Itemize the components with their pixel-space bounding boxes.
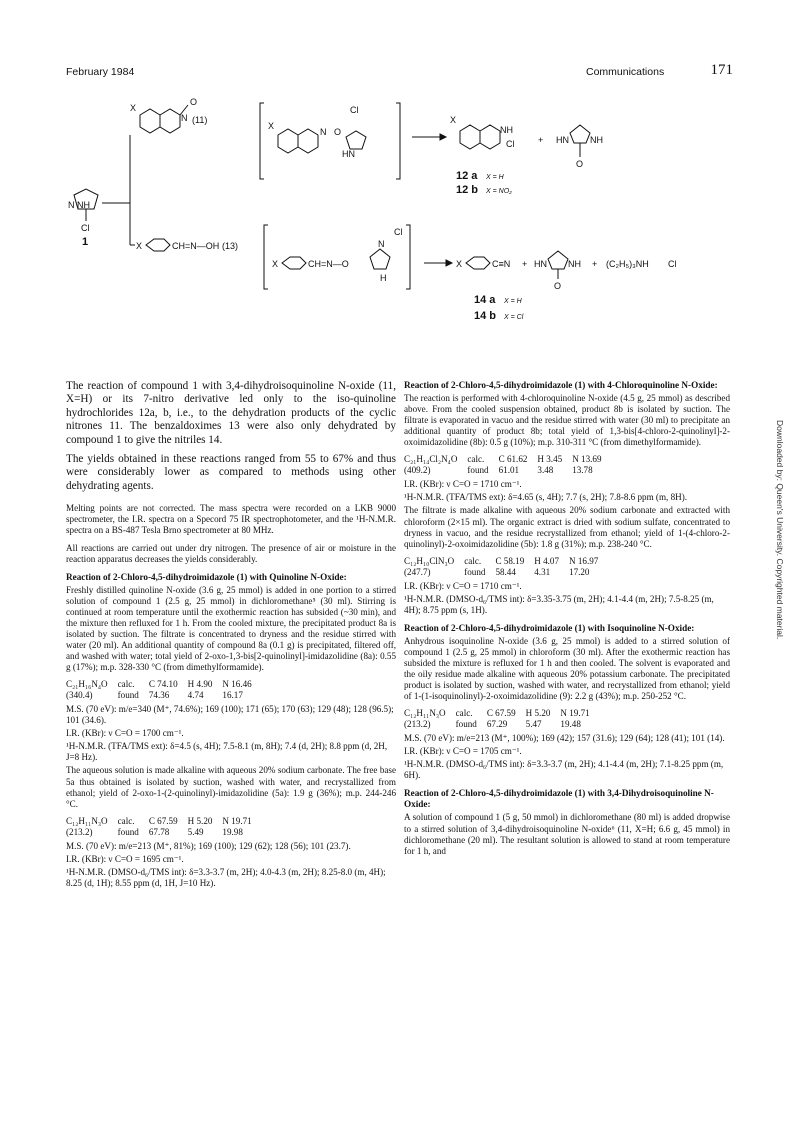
analysis-cell: H 3.45 xyxy=(537,454,563,465)
analysis-cell: found xyxy=(455,719,477,730)
svg-text:N: N xyxy=(378,239,385,249)
svg-text:X: X xyxy=(130,103,137,113)
analysis-cell: 13.78 xyxy=(572,465,593,476)
nmr-9: ¹H-N.M.R. (DMSO-d₆/TMS int): δ=3.3-3.7 (m, 2H); 4.1-4.4 (m, 2H); 7.1-8.25 ppm (m, 6H). xyxy=(404,759,724,781)
analysis-cell: N 19.71 xyxy=(560,708,590,719)
svg-text:X: X xyxy=(450,115,457,125)
svg-text:Cl: Cl xyxy=(506,139,515,149)
analysis-cell: H 4.90 xyxy=(187,679,213,690)
compound-14b-label: 14 b xyxy=(474,310,497,322)
svg-text:NH: NH xyxy=(590,135,603,145)
analysis-cell: 16.17 xyxy=(222,690,243,701)
ir-8b: I.R. (KBr): ν C=O = 1710 cm⁻¹. xyxy=(404,479,522,490)
analysis-cell: (247.7) xyxy=(404,566,431,577)
analysis-cell: 67.29 xyxy=(486,719,508,730)
compound-12b-label: 12 b xyxy=(456,184,479,196)
compound-14-structure xyxy=(456,251,677,322)
analysis-row xyxy=(404,454,612,465)
svg-text:+: + xyxy=(538,135,544,145)
analysis-cell: 19.98 xyxy=(222,826,243,837)
analysis-cell: H 5.20 xyxy=(187,815,213,826)
svg-text:O: O xyxy=(190,97,198,107)
nmr-5b: ¹H-N.M.R. (DMSO-d₆/TMS int): δ=3.35-3.75 (m, 2H); 4.1-4.4 (m, 2H); 7.5-8.25 (m, 4H); 8.75 ppm (s, 1H). xyxy=(404,593,714,615)
analysis-cell: found xyxy=(467,465,489,476)
analysis-cell: 5.49 xyxy=(187,826,204,837)
svg-text:X: X xyxy=(272,259,279,269)
svg-text:N: N xyxy=(320,127,327,137)
nmr-8b: ¹H-N.M.R. (TFA/TMS ext): δ=4.65 (s, 4H); 7.7 (s, 2H); 7.8-8.6 ppm (m, 8H). xyxy=(404,492,687,503)
analysis-cell: N 16.97 xyxy=(569,555,599,566)
svg-text:X = H: X = H xyxy=(486,174,504,181)
analysis-cell: 5.47 xyxy=(525,719,542,730)
analysis-cell: 74.36 xyxy=(148,690,170,701)
ms-8a: M.S. (70 eV): m/e=340 (M⁺, 74.6%); 169 (100); 171 (65); 170 (63); 129 (48); 128 (96.5); 101 (34.6). xyxy=(66,704,394,726)
analysis-cell: (409.2) xyxy=(404,465,431,476)
nitrogen-note: All reactions are carried out under dry nitrogen. The presence of air or moisture in the reaction apparatus decreases the yields considerably. xyxy=(66,542,396,564)
analysis-cell: C₁₂H₁₁N₃O xyxy=(404,708,446,719)
analysis-cell: calc. xyxy=(455,708,473,719)
svg-text:Cl: Cl xyxy=(668,259,677,269)
svg-text:+: + xyxy=(522,259,528,269)
compound-1-nh: N NH xyxy=(68,200,90,210)
section-heading-chloroquinoline: Reaction of 2-Chloro-4,5-dihydroimidazole (1) with 4-Chloroquinoline N-Oxide: xyxy=(404,380,718,390)
svg-text:O: O xyxy=(554,281,562,291)
analysis-cell: (340.4) xyxy=(66,690,93,701)
analysis-cell: calc. xyxy=(117,815,135,826)
svg-text:NH: NH xyxy=(568,259,581,269)
procedure-chloroquinoline: The reaction is performed with 4-chloroquinoline N-oxide (4.5 g, 25 mmol) as described above. From the cooled suspension obtained, product 8b is isolated by suction. The filtrate is evaporated in vacuo and the residue stirred with water (30 ml) to precipitate an additional quantity of product 8b; total yield of 1,3-bis[4-chloro-2-quinolinyl]-2-oxoimidazolidine (8b): 0.5 g (10%); m.p. 310-311 °C (from dimethylformamide). xyxy=(404,393,730,448)
compound-1-label: 1 xyxy=(82,236,89,248)
section-heading-quinoline: Reaction of 2-Chloro-4,5-dihydroimidazole (1) with Quinoline N-Oxide: xyxy=(66,571,347,582)
compound-1-cl: Cl xyxy=(81,223,90,233)
svg-text:X = NO₂: X = NO₂ xyxy=(486,188,512,195)
procedure-quinoline: Freshly distilled quinoline N-oxide (3.6 g, 25 mmol) is added in one portion to a stirred solution of compound 1 (2.5 g, 25 mmol) in dichloromethane⁵ (30 ml). Stirring is continued at room temperature until the exothermic reaction has subsided (~30 min), and the mixture then refluxed for 1 h. From the cooled mixture, the precipitated product 8a is isolated by suction. The filtrate is concentrated to dryness and the residue stirred with water (20 ml). An additional quantity of compound 8a (0.1 g) is precipitated, filtered off, and washed with water; total yield of 2-oxo-1,3-bis[2-quinolinyl]-imidazolidine (8a): 0.55 g (17%); m.p. 328-330 °C (from dimethylformamide). xyxy=(66,584,396,673)
analysis-row xyxy=(66,816,262,827)
analysis-cell: N 19.71 xyxy=(222,815,252,826)
compound-13-structure xyxy=(136,239,238,251)
analysis-cell: C 67.59 xyxy=(148,815,178,826)
analysis-cell: found xyxy=(464,566,486,577)
analysis-row xyxy=(404,708,600,719)
svg-text:Cl: Cl xyxy=(350,105,359,115)
ms-9: M.S. (70 eV): m/e=213 (M⁺, 100%); 169 (42); 157 (31.6); 129 (64); 128 (41); 101 (14). xyxy=(404,733,725,744)
right-column xyxy=(404,380,730,863)
analysis-cell: calc. xyxy=(467,454,485,465)
running-head-date: February 1984 xyxy=(66,66,135,78)
ir-9: I.R. (KBr): ν C=O = 1705 cm⁻¹. xyxy=(404,746,522,757)
analysis-cell: C 61.62 xyxy=(498,454,528,465)
procedure-dihydroisoquinoline: A solution of compound 1 (5 g, 50 mmol) in dichloromethane (80 ml) is added dropwise to a stirred solution of 3,4-dihydroisoquinoline N-oxide⁶ (11, X=H; 6.6 g, 45 mmol) in dichloromethane (20 ml). The resultant solution is allowed to stand at room temperature for 1 h, and xyxy=(404,812,730,856)
analysis-cell: N 16.46 xyxy=(222,679,252,690)
nmr-5a: ¹H-N.M.R. (DMSO-d₆/TMS int): δ=3.3-3.7 (m, 2H); 4.0-4.3 (m, 2H); 8.25-8.0 (m, 4H); 8.25 (d, 1H); 8.55 ppm (d, 1H, J=10 Hz). xyxy=(66,866,386,888)
compound-14a-label: 14 a xyxy=(474,294,496,306)
analysis-cell: H 5.20 xyxy=(525,708,551,719)
compound-12a-label: 12 a xyxy=(456,170,478,182)
compound-11-structure xyxy=(130,97,207,133)
svg-text:CH=N—OH: CH=N—OH xyxy=(172,241,220,251)
svg-text:(C₂H₅)₃NH: (C₂H₅)₃NH xyxy=(606,259,649,269)
analysis-cell: calc. xyxy=(117,679,135,690)
analysis-row xyxy=(66,827,262,838)
ir-5b: I.R. (KBr): ν C=O = 1710 cm⁻¹. xyxy=(404,580,522,591)
analysis-table-8a xyxy=(66,679,262,701)
procedure-5b: The filtrate is made alkaline with aqueous 20% sodium carbonate and extracted with chloroform (2×15 ml). The organic extract is dried with sodium sulfate, concentrated to dryness in vacuo, and the residue recrystallized from ethanol; yield of 1-(4-chloro-2-quinolinyl)-2-oxoimidazolidine (5b): 1.8 g (31%); m.p. 238-240 °C. xyxy=(404,505,730,549)
nmr-8a: ¹H-N.M.R. (TFA/TMS ext): δ=4.5 (s, 4H); 7.5-8.1 (m, 8H); 7.4 (d, 2H); 8.8 ppm (d, 2H, J=8 Hz). xyxy=(66,741,388,763)
compound-1-structure xyxy=(68,189,98,248)
analysis-cell: C 58.19 xyxy=(495,555,525,566)
svg-text:HN: HN xyxy=(534,259,547,269)
analysis-cell: calc. xyxy=(464,555,482,566)
analysis-row xyxy=(404,567,608,578)
svg-text:C≡N: C≡N xyxy=(492,259,511,269)
analysis-cell: C 74.10 xyxy=(148,679,178,690)
svg-text:NH: NH xyxy=(500,125,513,135)
analysis-cell: 61.01 xyxy=(498,465,520,476)
svg-text:O: O xyxy=(576,159,584,169)
analysis-cell: 3.48 xyxy=(537,465,554,476)
analysis-cell: 67.78 xyxy=(148,826,170,837)
analysis-row xyxy=(404,556,608,567)
procedure-5a: The aqueous solution is made alkaline with aqueous 20% sodium carbonate. The free base 5a thus obtained is isolated by suction, washed with water, and recrystallized from ethanol; yield of 2-oxo-1-(2-quinolinyl)-imidazolidine (5a): 1.9 g (36%); m.p. 244-246 °C. xyxy=(66,765,396,809)
analysis-cell: 58.44 xyxy=(495,566,516,577)
svg-text:+: + xyxy=(592,259,598,269)
section-heading-isoquinoline: Reaction of 2-Chloro-4,5-dihydroimidazole (1) with Isoquinoline N-Oxide: xyxy=(404,622,695,633)
analysis-cell: C 67.59 xyxy=(486,708,516,719)
analysis-row xyxy=(66,679,262,690)
ir-5a: I.R. (KBr): ν C=O = 1695 cm⁻¹. xyxy=(66,853,184,864)
intermediate-bottom xyxy=(264,225,410,289)
analysis-cell: 4.31 xyxy=(534,566,551,577)
intro-paragraph: The reaction of compound 1 with 3,4-dihydroisoquinoline N-oxide (11, X=H) or its 7-nitro derivative led only to the iso-quinoline hydrochlorides 12a, b, i.e., to the dehydration products of the cyclic nitrones 11. The benzaldoximes 13 were also only dehydrated by compound 1 to give the nitriles 14. xyxy=(66,380,396,446)
analysis-cell: 19.48 xyxy=(560,719,581,730)
svg-text:X = H: X = H xyxy=(504,298,522,305)
svg-text:N: N xyxy=(181,113,188,123)
analysis-row xyxy=(404,465,612,476)
page-number: 171 xyxy=(710,62,733,78)
svg-text:H: H xyxy=(380,273,387,283)
ir-8a: I.R. (KBr): ν C=O = 1700 cm⁻¹. xyxy=(66,728,184,739)
reaction-scheme xyxy=(50,95,710,345)
svg-text:CH=N—O: CH=N—O xyxy=(308,259,349,269)
svg-text:X = Cl: X = Cl xyxy=(504,314,524,321)
section-heading-dihydroisoquinoline: Reaction of 2-Chloro-4,5-dihydroimidazole (1) with 3,4-Dihydroisoquinoline N-Oxide: xyxy=(404,788,714,810)
analysis-table-5b xyxy=(404,556,608,578)
analysis-table-5a xyxy=(66,816,262,838)
compound-11-ref: (11) xyxy=(192,115,208,125)
analysis-cell: (213.2) xyxy=(66,826,93,837)
compound-12-structure xyxy=(450,115,603,196)
yields-paragraph: The yields obtained in these reactions ranged from 55 to 67% and thus were considerably lower as compared to methods using other dehydrating agents. xyxy=(66,453,396,492)
analysis-cell: H 4.07 xyxy=(534,555,560,566)
analysis-row xyxy=(404,719,600,730)
analysis-cell: C₂₁H₁₆N₄O xyxy=(66,679,108,690)
left-column xyxy=(66,380,396,891)
analysis-cell: (213.2) xyxy=(404,719,431,730)
analysis-row xyxy=(66,690,262,701)
svg-text:X: X xyxy=(136,241,143,251)
analysis-cell: 17.20 xyxy=(569,566,590,577)
analysis-cell: found xyxy=(117,690,139,701)
analysis-cell: found xyxy=(117,826,139,837)
compound-13-ref: (13) xyxy=(222,241,239,251)
intermediate-top xyxy=(260,103,400,179)
analysis-cell: N 13.69 xyxy=(572,454,602,465)
svg-text:X: X xyxy=(268,121,275,131)
svg-text:X: X xyxy=(456,259,463,269)
download-watermark: Downloaded by: Queen's University. Copyrighted material. xyxy=(775,420,785,640)
svg-text:O: O xyxy=(334,127,342,137)
analysis-table-8b xyxy=(404,454,612,476)
ms-5a: M.S. (70 eV): m/e=213 (M⁺, 81%); 169 (100); 129 (62); 128 (56); 101 (23.7). xyxy=(66,840,351,851)
running-head-section: Communications xyxy=(586,66,665,78)
analysis-cell: C₂₁H₁₄Cl₂N₄O xyxy=(404,454,458,465)
analysis-table-9 xyxy=(404,708,600,730)
svg-text:Cl: Cl xyxy=(394,227,403,237)
svg-text:HN: HN xyxy=(556,135,569,145)
procedure-isoquinoline: Anhydrous isoquinoline N-oxide (3.6 g, 25 mmol) is added to a stirred solution of compound 1 (2.5 g, 25 mmol) in chloroform (30 ml). After the exothermic reaction has subsided the mixture is refluxed for 1 h and then cooled. The solvent is evaporated and the oily residue made alkaline with aqueous 20% potassium carbonate. The precipitated product is isolated by suction, washed with water, and recrystallized from ethanol; yield of 1-(1-isoquinolinyl)-2-oxoimidazolidine (9): 2.2 g (43%); m.p. 250-252 °C. xyxy=(404,635,730,702)
analysis-cell: C₁₂H₁₁N₃O xyxy=(66,815,108,826)
analysis-cell: C₁₂H₁₀ClN₃O xyxy=(404,555,455,566)
methods-note: Melting points are not corrected. The mass spectra were recorded on a LKB 9000 spectrometer, the I.R. spectra on a Specord 75 IR spectrophotometer, and the ¹H-N.M.R. spectra on a BS-487 Tesla Brno spectrometer at 80 MHz. xyxy=(66,503,396,536)
svg-text:HN: HN xyxy=(342,149,355,159)
analysis-cell: 4.74 xyxy=(187,690,204,701)
